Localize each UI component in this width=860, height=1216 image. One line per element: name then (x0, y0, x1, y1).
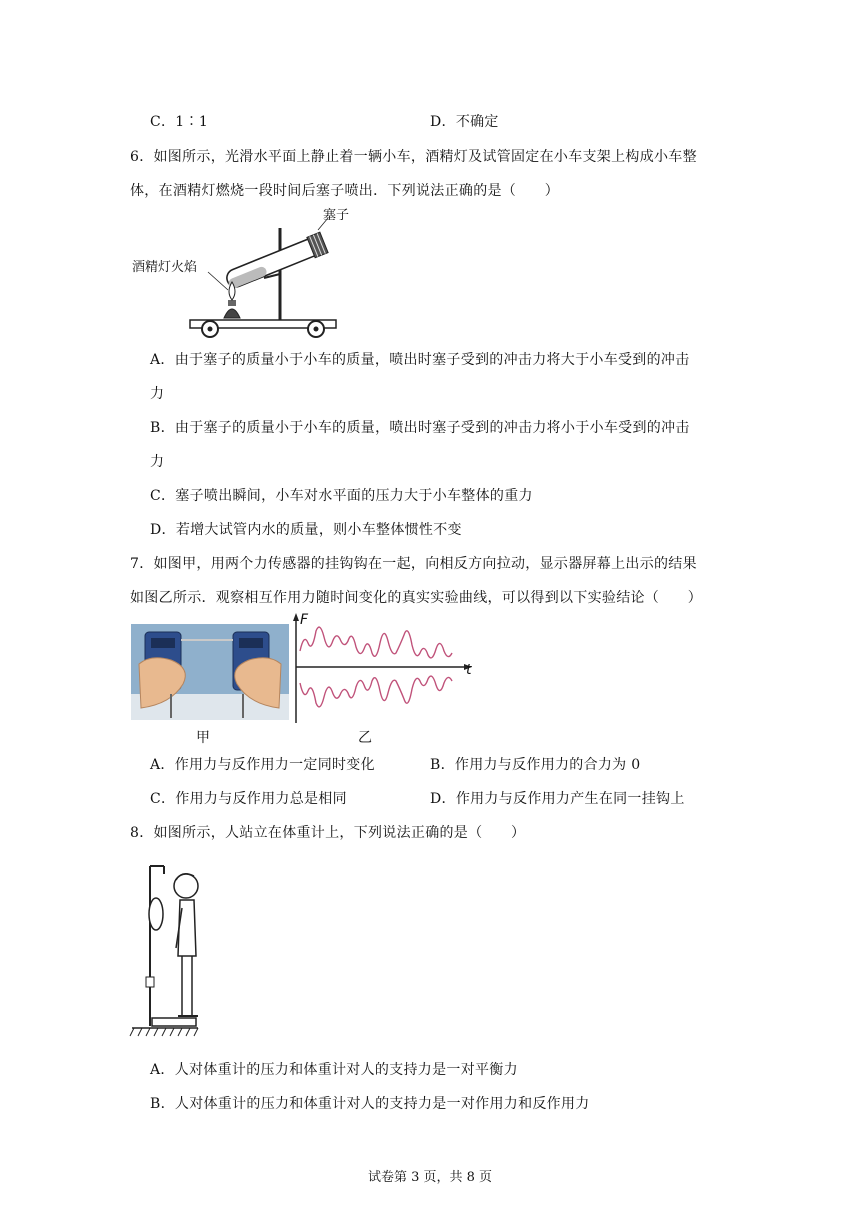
q8-option-a: A．人对体重计的压力和体重计对人的支持力是一对平衡力 (150, 1062, 518, 1078)
q7-axis-t-label: t (466, 662, 472, 678)
q5-option-d: D．不确定 (430, 114, 499, 130)
q6-option-d: D．若增大试管内水的质量，则小车整体惯性不变 (150, 522, 462, 538)
q6-option-b-line2: 力 (150, 454, 165, 470)
q8-option-b: B．人对体重计的压力和体重计对人的支持力是一对作用力和反作用力 (150, 1096, 590, 1112)
q8-figure-person-scale (128, 852, 238, 1038)
q7-label-yi: 乙 (358, 730, 372, 746)
q6-option-c: C．塞子喷出瞬间，小车对水平面的压力大于小车整体的重力 (150, 488, 533, 504)
q7-label-jia: 甲 (196, 730, 210, 746)
q6-option-b-line1: B．由于塞子的质量小于小车的质量，喷出时塞子受到的冲击力将小于小车受到的冲击 (150, 420, 690, 436)
q8-stem: 8．如图所示，人站立在体重计上，下列说法正确的是（ ） (130, 825, 526, 841)
q7-stem-line1: 7．如图甲，用两个力传感器的挂钩钩在一起，向相反方向拉动，显示器屏幕上出示的结果 (130, 556, 697, 572)
q7-option-b: B．作用力与反作用力的合力为 0 (430, 757, 641, 773)
q7-option-a: A．作用力与反作用力一定同时变化 (150, 757, 375, 773)
q6-label-stopper: 塞子 (323, 208, 350, 223)
q6-stem-line2: 体，在酒精灯燃烧一段时间后塞子喷出．下列说法正确的是（ ） (130, 183, 559, 199)
q6-option-a-line1: A．由于塞子的质量小于小车的质量，喷出时塞子受到的冲击力将大于小车受到的冲击 (150, 352, 690, 368)
q7-figure-yi-graph (290, 613, 480, 727)
q6-label-flame: 酒精灯火焰 (132, 260, 198, 275)
q5-option-c: C．1∶1 (150, 114, 209, 130)
q7-option-d: D．作用力与反作用力产生在同一挂钩上 (430, 791, 685, 807)
q7-figure-jia-photo (131, 624, 289, 720)
force-curve-upper (300, 627, 452, 658)
force-curve-lower (300, 676, 452, 707)
q7-axis-f-label: F (300, 612, 309, 628)
q6-option-a-line2: 力 (150, 386, 165, 402)
q7-option-c: C．作用力与反作用力总是相同 (150, 791, 347, 807)
q6-stem-line1: 6．如图所示，光滑水平面上静止着一辆小车，酒精灯及试管固定在小车支架上构成小车整 (130, 149, 697, 165)
q7-stem-line2: 如图乙所示．观察相互作用力随时间变化的真实实验曲线，可以得到以下实验结论（ ） (130, 590, 702, 606)
page-footer: 试卷第 3 页，共 8 页 (367, 1170, 493, 1185)
